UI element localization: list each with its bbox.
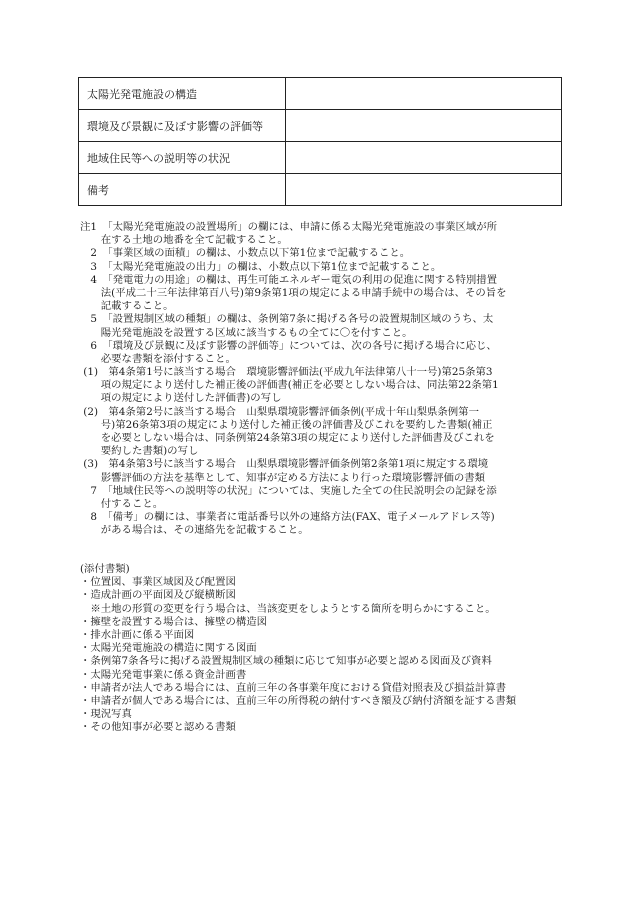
row-label-structure: 太陽光発電施設の構造 xyxy=(79,78,286,110)
row-label-environment-assessment: 環境及び景観に及ぼす影響の評価等 xyxy=(79,110,286,142)
note-line: 項の規定により送付した補正後の評価書(補正を必要としない場合は、同法第22条第1 xyxy=(80,379,499,392)
note-line: 要約した書類)の写し xyxy=(80,445,199,458)
note-line: 2 「事業区域の面積」の欄は、小数点以下第1位まで記載すること。 xyxy=(80,247,411,260)
note-line: (2) 第4条第2号に該当する場合 山梨県環境影響評価条例(平成十年山梨県条例第一 xyxy=(80,405,479,418)
note-line: 注1 「太陽光発電施設の設置場所」の欄には、申請に係る太陽光発電施設の事業区域が所 xyxy=(80,221,498,233)
note-line: 記載すること。 xyxy=(80,300,174,313)
note-line: 項の規定により送付した評価書)の写し xyxy=(80,392,282,405)
attachment-item: ・造成計画の平面図及び縦横断図 xyxy=(80,589,236,602)
attachment-item: ※土地の形質の変更を行う場合は、当該変更をしようとする箇所を明らかにすること。 xyxy=(80,602,496,615)
table-row xyxy=(79,110,562,142)
table-row xyxy=(79,78,562,110)
note-line: を必要としない場合は、同条例第24条第3項の規定により送付した評価書及びこれを xyxy=(80,432,495,444)
attachment-item: ・位置図、事業区域図及び配置図 xyxy=(80,576,236,589)
note-line: (1) 第4条第1号に該当する場合 環境影響評価法(平成九年法律第八十一号)第25条第3 xyxy=(80,366,493,379)
row-value-resident-explanation[interactable] xyxy=(286,142,562,174)
note-line: 必要な書類を添付すること。 xyxy=(80,352,236,365)
attachments-heading: (添付書類) xyxy=(80,563,130,575)
attachment-item: ・太陽光発電事業に係る資金計画書 xyxy=(80,668,247,681)
notes-section xyxy=(80,221,556,538)
table-row xyxy=(79,142,562,174)
attachment-item: ・現況写真 xyxy=(80,708,132,721)
note-line: 4 「発電電力の用途」の欄は、再生可能エネルギー電気の利用の促進に関する特別措置 xyxy=(80,273,498,286)
note-line: 5 「設置規制区域の種類」の欄は、条例第7条に掲げる各号の設置規制区域のうち、太 xyxy=(80,313,494,326)
attachment-item: ・排水計画に係る平面図 xyxy=(80,628,195,641)
note-line: 3 「太陽光発電施設の出力」の欄は、小数点以下第1位まで記載すること。 xyxy=(80,260,442,273)
table-row xyxy=(79,174,562,206)
attachment-item: ・擁壁を設置する場合は、擁壁の構造図 xyxy=(80,615,268,628)
row-value-remarks[interactable] xyxy=(286,174,562,206)
attachment-item: ・その他知事が必要と認める書類 xyxy=(80,721,236,734)
note-line: 在する土地の地番を全て記載すること。 xyxy=(80,234,288,247)
note-line: 影響評価の方法を基準として、知事が定める方法により行った環境影響評価の書類 xyxy=(80,471,486,484)
attachment-item: ・太陽光発電施設の構造に関する図面 xyxy=(80,642,257,655)
attachments-section xyxy=(80,563,556,734)
attachment-item: ・申請者が法人である場合には、直前三年の各事業年度における貸借対照表及び損益計算書 xyxy=(80,681,507,694)
note-line: 8 「備考」の欄には、事業者に電話番号以外の連絡方法(FAX、電子メールアドレス等) xyxy=(80,511,495,524)
row-value-environment-assessment[interactable] xyxy=(286,110,562,142)
note-line: 7 「地域住民等への説明等の状況」については、実施した全ての住民説明会の記録を添 xyxy=(80,484,497,497)
row-label-resident-explanation: 地域住民等への説明等の状況 xyxy=(79,142,286,174)
row-value-structure[interactable] xyxy=(286,78,562,110)
row-label-remarks: 備考 xyxy=(79,174,286,206)
attachment-item: ・申請者が個人である場合には、直前三年の所得税の納付すべき額及び納付済額を証する書類 xyxy=(80,694,517,707)
application-form-table xyxy=(78,77,562,206)
note-line: 号)第26条第3項の規定により送付した補正後の評価書及びこれを要約した書類(補正 xyxy=(80,418,493,431)
note-line: 付すること。 xyxy=(80,497,164,510)
attachment-item: ・条例第7条各号に掲げる設置規制区域の種類に応じて知事が必要と認める図面及び資料 xyxy=(80,655,492,668)
note-line: 法(平成二十三年法律第百八号)第9条第1項の規定による申請手続中の場合は、その旨を xyxy=(80,286,507,299)
note-line: 6 「環境及び景観に及ぼす影響の評価等」については、次の各号に掲げる場合に応じ、 xyxy=(80,339,497,352)
note-line: 陽光発電施設を設置する区域に該当するもの全てに〇を付すこと。 xyxy=(80,326,413,339)
note-line: がある場合は、その連絡先を記載すること。 xyxy=(80,524,309,537)
note-line: (3) 第4条第3号に該当する場合 山梨県環境影響評価条例第2条第1項に規定する環境 xyxy=(80,458,489,471)
